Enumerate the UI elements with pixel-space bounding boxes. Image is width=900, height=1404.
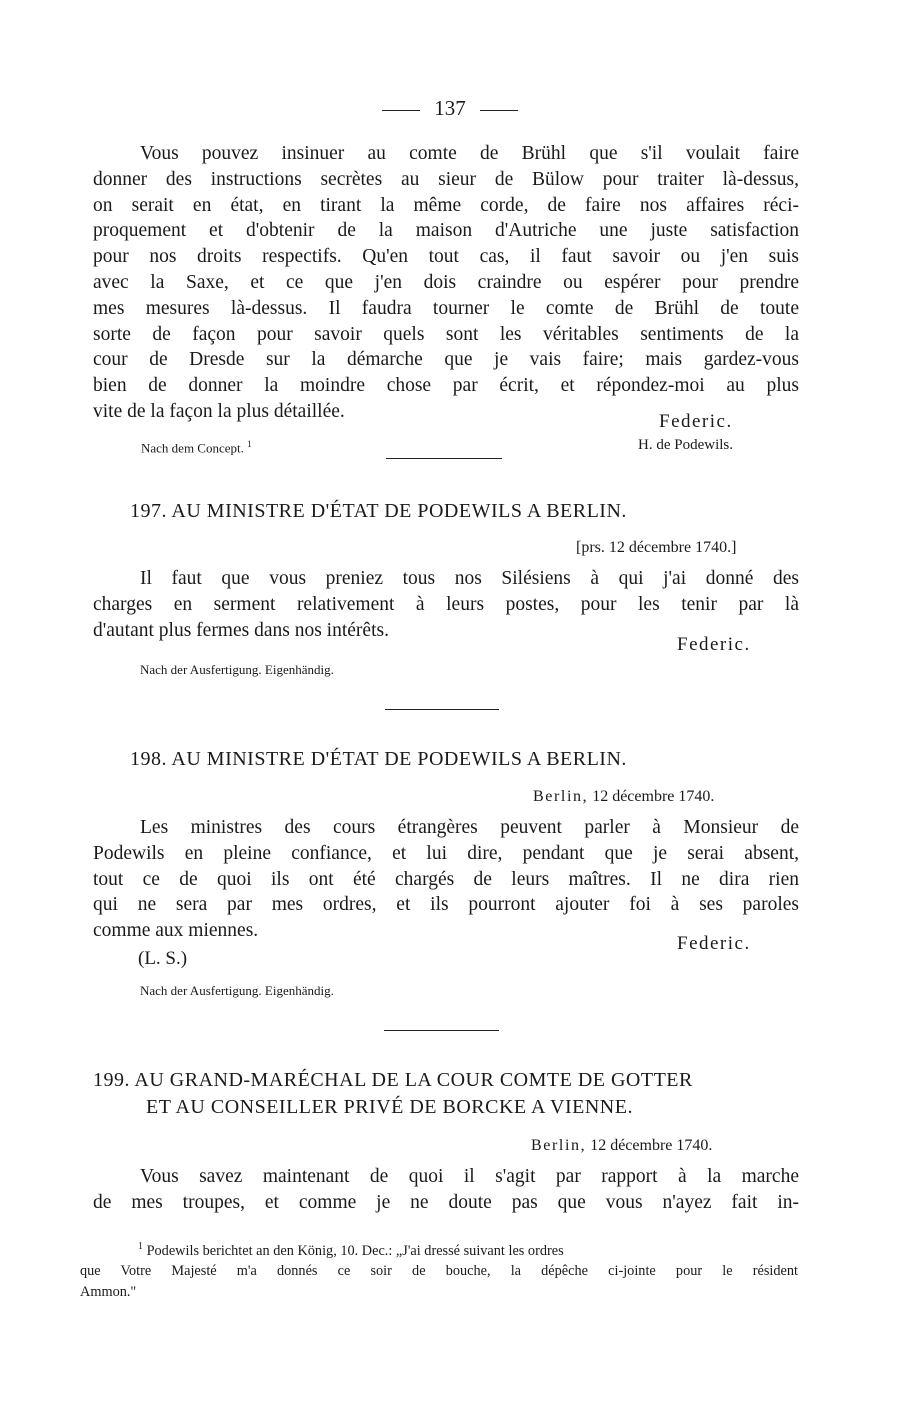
source-note: Nach dem Concept. $^1$ [141, 439, 252, 456]
text-line: Vous pouvez insinuer au comte de Brühl que s'il voulait faire [140, 143, 799, 164]
letter-heading: 199. AU GRAND-MARÉCHAL DE LA COUR COMTE DE GOTTER [93, 1069, 693, 1091]
text-line: Podewils en pleine confiance, et lui dire, pendant que je serai absent, [93, 842, 799, 864]
source-note: Nach der Ausfertigung. Eigenhändig. [140, 662, 334, 677]
text-line: donner des instructions secrètes au sieur de Bülow pour traiter là-dessus, [93, 168, 799, 190]
letter-heading-continued: ET AU CONSEILLER PRIVÉ DE BORCKE A VIENNE. [146, 1096, 633, 1118]
text-line: bien de donner la moindre chose par écrit, et répondez-moi au plus [93, 375, 799, 397]
footnote-marker: 1 [138, 1241, 143, 1252]
page-header [0, 96, 900, 121]
seal-mark: (L. S.) [138, 948, 188, 969]
text-line: vite de la façon la plus détaillée. [93, 400, 345, 422]
text-line: sorte de façon pour savoir quels sont les véritables sentiments de la [93, 323, 799, 345]
text-line: qui ne sera par mes ordres, et ils pourront ajouter foi à ses paroles [93, 894, 799, 916]
letter-heading: 197. AU MINISTRE D'ÉTAT DE PODEWILS A BERLIN. [130, 500, 627, 522]
text-line: on serait en état, en tirant la même corde, de faire nos affaires réci- [93, 194, 799, 216]
letter-date: Berlin, 12 décembre 1740. [533, 788, 715, 805]
letter-body [93, 815, 799, 944]
countersignature: H. de Podewils. [638, 437, 733, 453]
header-dash-left [382, 110, 420, 111]
source-note: Nach der Ausfertigung. Eigenhändig. [140, 983, 334, 998]
text-line: Les ministres des cours étrangères peuvent parler à Monsieur de [140, 817, 799, 838]
footnote-line: que Votre Majesté m'a donnés ce soir de bouche, la dépêche ci-jointe pour le résident [80, 1263, 798, 1280]
footnote-line: $^1$ Podewils berichtet an den König, 10. Dec.: „J'ai dressé suivant les ordres [138, 1241, 564, 1259]
text-line: comme aux miennes. [93, 920, 259, 942]
text-line: avec la Saxe, et ce que j'en dois craindre ou espérer pour prendre [93, 271, 799, 293]
text-line: charges en serment relativement à leurs postes, pour les tenir par là [93, 593, 799, 615]
text-line: Vous savez maintenant de quoi il s'agit par rapport à la marche [140, 1166, 799, 1187]
letter-body [93, 1164, 799, 1216]
top-paragraph [93, 141, 799, 425]
letter-body [93, 566, 799, 643]
text-line: tout ce de quoi ils ont été chargés de leurs maîtres. Il ne dira rien [93, 868, 799, 890]
signature: Federic. [659, 411, 733, 432]
letter-heading: 198. AU MINISTRE D'ÉTAT DE PODEWILS A BERLIN. [130, 748, 627, 770]
page-number: 137 [434, 96, 466, 120]
letter-date: Berlin, 12 décembre 1740. [531, 1137, 713, 1154]
signature: Federic. [677, 933, 751, 954]
signature: Federic. [677, 634, 751, 655]
section-divider [385, 709, 499, 710]
header-dash-right [480, 110, 518, 111]
footnote-marker: 1 [247, 439, 252, 449]
text-line: d'autant plus fermes dans nos intérêts. [93, 619, 389, 641]
footnote-line: Ammon." [80, 1283, 137, 1300]
text-line: pour nos droits respectifs. Qu'en tout cas, il faut savoir ou j'en suis [93, 246, 799, 268]
section-divider [384, 1030, 499, 1031]
footnote [80, 1237, 798, 1302]
text-line: cour de Dresde sur la démarche que je vais faire; mais gardez-vous [93, 349, 799, 371]
letter-date: [prs. 12 décembre 1740.] [576, 539, 737, 556]
text-line: Il faut que vous preniez tous nos Silésiens à qui j'ai donné des [140, 568, 799, 589]
text-line: mes mesures là-dessus. Il faudra tourner le comte de Brühl de toute [93, 297, 799, 319]
text-line: proquement et d'obtenir de la maison d'Autriche une juste satisfaction [93, 220, 799, 242]
section-divider [386, 458, 502, 459]
text-line: de mes troupes, et comme je ne doute pas que vous n'ayez fait in- [93, 1191, 799, 1213]
